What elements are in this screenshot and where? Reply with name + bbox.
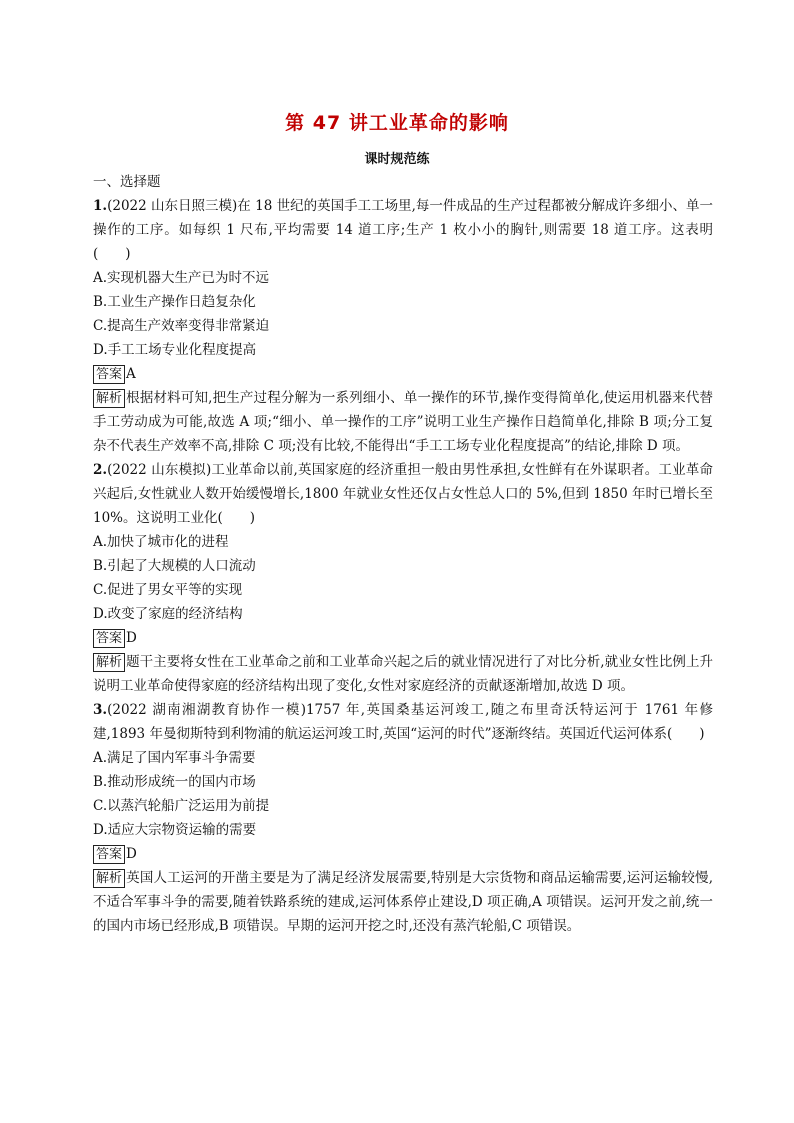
answer-tag: 答案: [93, 365, 125, 384]
page-title: 第 47 讲工业革命的影响: [285, 112, 509, 134]
analysis-text: 题干主要将女性在工业革命之前和工业革命兴起之后的就业情况进行了对比分析,就业女性比例上升说明工业革命使得家庭的经济结构出现了变化,女性对家庭经济的贡献逐渐增加,故选 D 项。: [93, 654, 713, 694]
answer-value: D: [126, 846, 137, 862]
answer-tag: 答案: [93, 629, 125, 648]
analysis-text: 英国人工运河的开凿主要是为了满足经济发展需要,特别是大宗货物和商品运输需要,运河运输较慢,不适合军事斗争的需要,随着铁路系统的建成,运河体系停止建设,D 项正确,A 项错误。运河开发之前,统一的国内市场已经形成,B 项错误。早期的运河开挖之时,还没有蒸汽轮船,C 项错误。: [93, 870, 713, 934]
question-stem: [93, 458, 713, 530]
option-b: B.推动形成统一的国内市场: [93, 774, 256, 790]
analysis-line: [93, 866, 713, 938]
question-number: 3.: [93, 702, 108, 718]
section-heading: 一、选择题: [93, 174, 161, 190]
option-c: C.提高生产效率变得非常紧迫: [93, 318, 270, 334]
analysis-text: 根据材料可知,把生产过程分解为一系列细小、单一操作的环节,操作变得简单化,使运用机器来代替手工劳动成为可能,故选 A 项;“细小、单一操作的工序”说明工业生产操作日趋简单化,排除 B 项;分工复杂不代表生产效率不高,排除 C 项;没有比较,不能得出“手工工场专业化程度提高”的结论,排除 D 项。: [93, 390, 713, 454]
question-text: (2022 山东日照三模)在 18 世纪的英国手工工场里,每一件成品的生产过程都被分解成许多细小、单一操作的工序。如每织 1 尺布,平均需要 14 道工序;生产 1 枚小小的胸针,则需要 18 道工序。这表明( ): [93, 198, 713, 262]
option-a: A.实现机器大生产已为时不远: [93, 270, 270, 286]
analysis-line: [93, 386, 713, 458]
question-number: 2.: [93, 462, 108, 478]
question-text: (2022 山东模拟)工业革命以前,英国家庭的经济重担一般由男性承担,女性鲜有在外谋职者。工业革命兴起后,女性就业人数开始缓慢增长,1800 年就业女性还仅占女性总人口的 5%,但到 1850 年时已增长至 10%。这说明工业化( ): [93, 462, 713, 526]
option-c: C.促进了男女平等的实现: [93, 582, 243, 598]
option-b: B.引起了大规模的人口流动: [93, 558, 256, 574]
question-block: [93, 698, 713, 938]
option-d: D.改变了家庭的经济结构: [93, 606, 243, 622]
option-d: D.适应大宗物资运输的需要: [93, 822, 257, 838]
answer-tag: 答案: [93, 845, 125, 864]
option-a: A.满足了国内军事斗争需要: [93, 750, 256, 766]
answer-line: [93, 842, 713, 866]
question-text: (2022 湖南湘湖教育协作一模)1757 年,英国桑基运河竣工,随之布里奇沃特运河于 1761 年修建,1893 年曼彻斯特到利物浦的航运运河竣工时,英国“运河的时代”逐渐终结。英国近代运河体系( ): [93, 702, 713, 742]
page-subtitle: 课时规范练: [364, 152, 430, 167]
document-content: [93, 170, 713, 938]
question-block: [93, 194, 713, 458]
question-stem: [93, 698, 713, 746]
answer-value: D: [126, 630, 137, 646]
analysis-tag: 解析: [93, 389, 125, 408]
answer-value: A: [126, 366, 136, 382]
analysis-line: [93, 650, 713, 698]
option-b: B.工业生产操作日趋复杂化: [93, 294, 256, 310]
option-d: D.手工工场专业化程度提高: [93, 342, 257, 358]
option-c: C.以蒸汽轮船广泛运用为前提: [93, 798, 270, 814]
question-stem: [93, 194, 713, 266]
question-number: 1.: [93, 198, 108, 214]
analysis-tag: 解析: [93, 653, 125, 672]
answer-line: [93, 362, 713, 386]
analysis-tag: 解析: [93, 869, 125, 888]
answer-line: [93, 626, 713, 650]
question-block: [93, 458, 713, 698]
option-a: A.加快了城市化的进程: [93, 534, 229, 550]
